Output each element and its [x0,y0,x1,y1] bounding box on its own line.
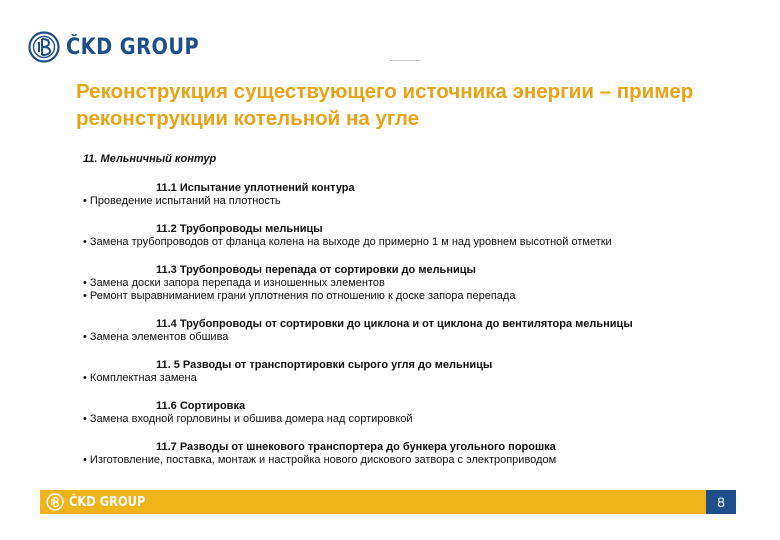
bullet-item: • Замена входной горловины и обшива домера над сортировкой [83,413,413,425]
page-title: Реконструкция существующего источника энергии – пример реконструкции котельной на угле [76,80,694,130]
subsection [83,182,753,208]
footer-bar [40,490,736,514]
bullet-item: • Замена доски запора перепада и изношенных элементов [83,277,385,289]
divider [390,60,420,61]
ckd-logo-icon [28,31,60,63]
subsection [83,264,753,303]
bullet-item: • Комплектная замена [83,372,197,384]
subsection-title: 11.1 Испытание уплотнений контура [156,182,355,194]
subsection [83,223,753,249]
subsection [83,318,753,344]
header-logo [28,30,217,64]
footer-logo [46,493,156,511]
section-title: 11. Мельничный контур [83,153,217,165]
subsection-title: 11. 5 Разводы от транспортировки сырого угля до мельницы [156,359,493,371]
bullet-item: • Замена элементов обшива [83,331,229,343]
subsection-title: 11.6 Сортировка [156,400,246,412]
subsection-title: 11.4 Трубопроводы от сортировки до циклона и от циклона до вентилятора мельницы [156,318,633,330]
footer-logo-text: ČKD GROUP [69,494,146,510]
subsection [83,359,753,385]
bullet-item: • Проведение испытаний на плотность [83,195,281,207]
bullet-item: • Ремонт выравниманием грани уплотнения по отношению к доске запора перепада [83,290,516,302]
page-number: 8 [706,490,736,514]
bullet-item: • Изготовление, поставка, монтаж и настройка нового дискового затвора с электроприводом [83,454,557,466]
subsection-title: 11.3 Трубопроводы перепада от сортировки до мельницы [156,264,476,276]
subsection-title: 11.7 Разводы от шнекового транспортера до бункера угольного порошка [156,441,556,453]
subsection [83,400,753,426]
bullet-item: • Замена трубопроводов от фланца колена на выходе до примерно 1 м над уровнем высотной отметки [83,236,612,248]
subsection [83,441,753,467]
subsection-title: 11.2 Трубопроводы мельницы [156,223,323,235]
logo-text: ČKD GROUP [66,34,200,60]
ckd-logo-icon [46,493,64,511]
content [83,153,753,482]
